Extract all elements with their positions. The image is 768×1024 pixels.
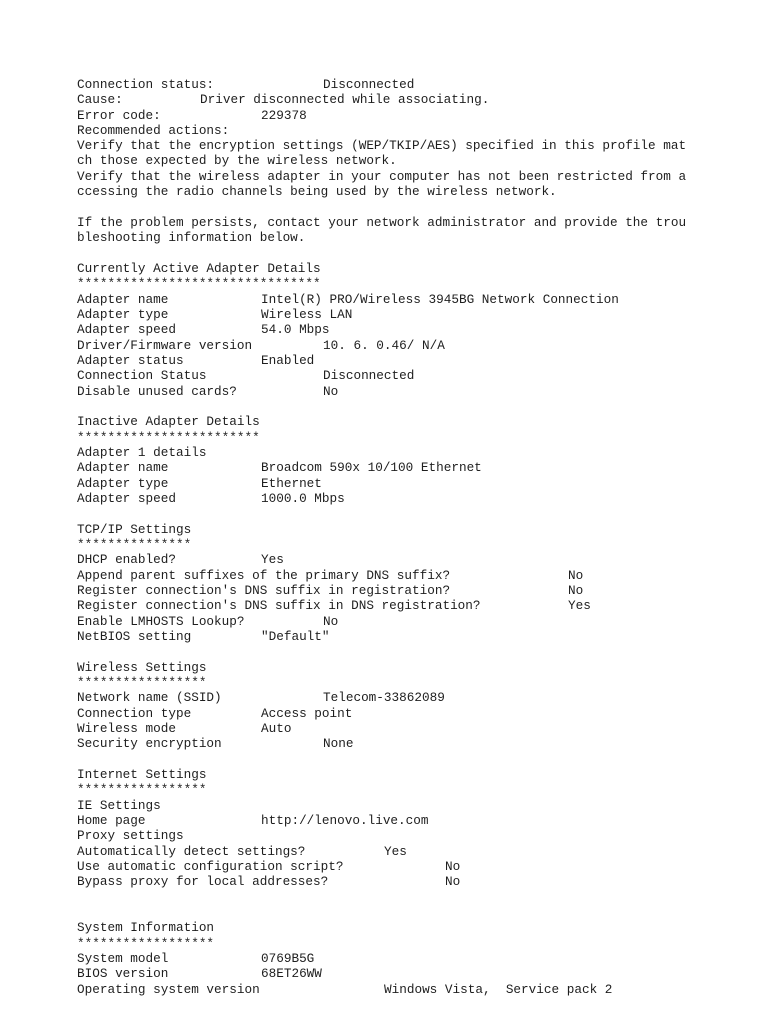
line-inactive-adapter-speed: Adapter speed 1000.0 Mbps xyxy=(77,491,345,506)
line-home-page: Home page http://lenovo.live.com xyxy=(77,813,429,828)
line-bypass-proxy: Bypass proxy for local addresses? No xyxy=(77,874,461,889)
line-driver-firmware: Driver/Firmware version 10. 6. 0.46/ N/A xyxy=(77,338,445,353)
line-proxy-settings: Proxy settings xyxy=(77,828,184,843)
line-adapter-name: Adapter name Intel(R) PRO/Wireless 3945BG Network Connection xyxy=(77,292,619,307)
line-dhcp-enabled: DHCP enabled? Yes xyxy=(77,552,284,567)
line-network-name: Network name (SSID) Telecom-33862089 xyxy=(77,690,445,705)
line-auto-detect: Automatically detect settings? Yes xyxy=(77,844,407,859)
line-adapter-status: Adapter status Enabled xyxy=(77,353,315,368)
line-ie-settings: IE Settings xyxy=(77,798,161,813)
line-active-connection-status: Connection Status Disconnected xyxy=(77,368,415,383)
line-tcpip-rule: *************** xyxy=(77,537,192,552)
line-action-1-line-2: ch those expected by the wireless network. xyxy=(77,153,397,168)
line-internet-heading: Internet Settings xyxy=(77,767,207,782)
line-action-1-line-1: Verify that the encryption settings (WEP/TKIP/AES) specified in this profile mat xyxy=(77,138,687,153)
line-inactive-adapter-heading: Inactive Adapter Details xyxy=(77,414,260,429)
line-active-adapter-heading: Currently Active Adapter Details xyxy=(77,261,321,276)
line-persist-line-2: bleshooting information below. xyxy=(77,230,306,245)
line-bios-version: BIOS version 68ET26WW xyxy=(77,966,322,981)
line-error-code: Error code: 229378 xyxy=(77,108,307,123)
line-active-adapter-rule: ******************************** xyxy=(77,276,321,291)
line-os-version: Operating system version Windows Vista, Service pack 2 xyxy=(77,982,613,997)
line-action-2-line-1: Verify that the wireless adapter in your computer has not been restricted from a xyxy=(77,169,687,184)
line-enable-lmhosts: Enable LMHOSTS Lookup? No xyxy=(77,614,339,629)
line-wireless-heading: Wireless Settings xyxy=(77,660,207,675)
line-register-dns-suffix: Register connection's DNS suffix in registration? No xyxy=(77,583,584,598)
line-recommended-actions: Recommended actions: xyxy=(77,123,230,138)
line-persist-line-1: If the problem persists, contact your network administrator and provide the trou xyxy=(77,215,687,230)
line-adapter-speed: Adapter speed 54.0 Mbps xyxy=(77,322,330,337)
line-wireless-mode: Wireless mode Auto xyxy=(77,721,292,736)
line-inactive-adapter-type: Adapter type Ethernet xyxy=(77,476,322,491)
line-action-2-line-2: ccessing the radio channels being used by the wireless network. xyxy=(77,184,557,199)
line-netbios-setting: NetBIOS setting "Default" xyxy=(77,629,330,644)
line-system-rule: ****************** xyxy=(77,936,215,951)
line-internet-rule: ***************** xyxy=(77,782,207,797)
line-connection-type: Connection type Access point xyxy=(77,706,353,721)
line-system-heading: System Information xyxy=(77,920,215,935)
line-adapter-type: Adapter type Wireless LAN xyxy=(77,307,353,322)
line-register-dns-suffix-registration: Register connection's DNS suffix in DNS registration? Yes xyxy=(77,598,591,613)
line-inactive-adapter-rule: ************************ xyxy=(77,430,260,445)
line-system-model: System model 0769B5G xyxy=(77,951,315,966)
line-append-parent-suffixes: Append parent suffixes of the primary DNS suffix? No xyxy=(77,568,584,583)
line-cause: Cause: Driver disconnected while associating. xyxy=(77,92,490,107)
line-adapter-1-details: Adapter 1 details xyxy=(77,445,207,460)
line-disable-unused-cards: Disable unused cards? No xyxy=(77,384,339,399)
line-auto-config-script: Use automatic configuration script? No xyxy=(77,859,461,874)
line-inactive-adapter-name: Adapter name Broadcom 590x 10/100 Ethernet xyxy=(77,460,482,475)
line-connection-status: Connection status: Disconnected xyxy=(77,77,415,92)
line-security-encryption: Security encryption None xyxy=(77,736,354,751)
line-wireless-rule: ***************** xyxy=(77,675,207,690)
line-tcpip-heading: TCP/IP Settings xyxy=(77,522,192,537)
